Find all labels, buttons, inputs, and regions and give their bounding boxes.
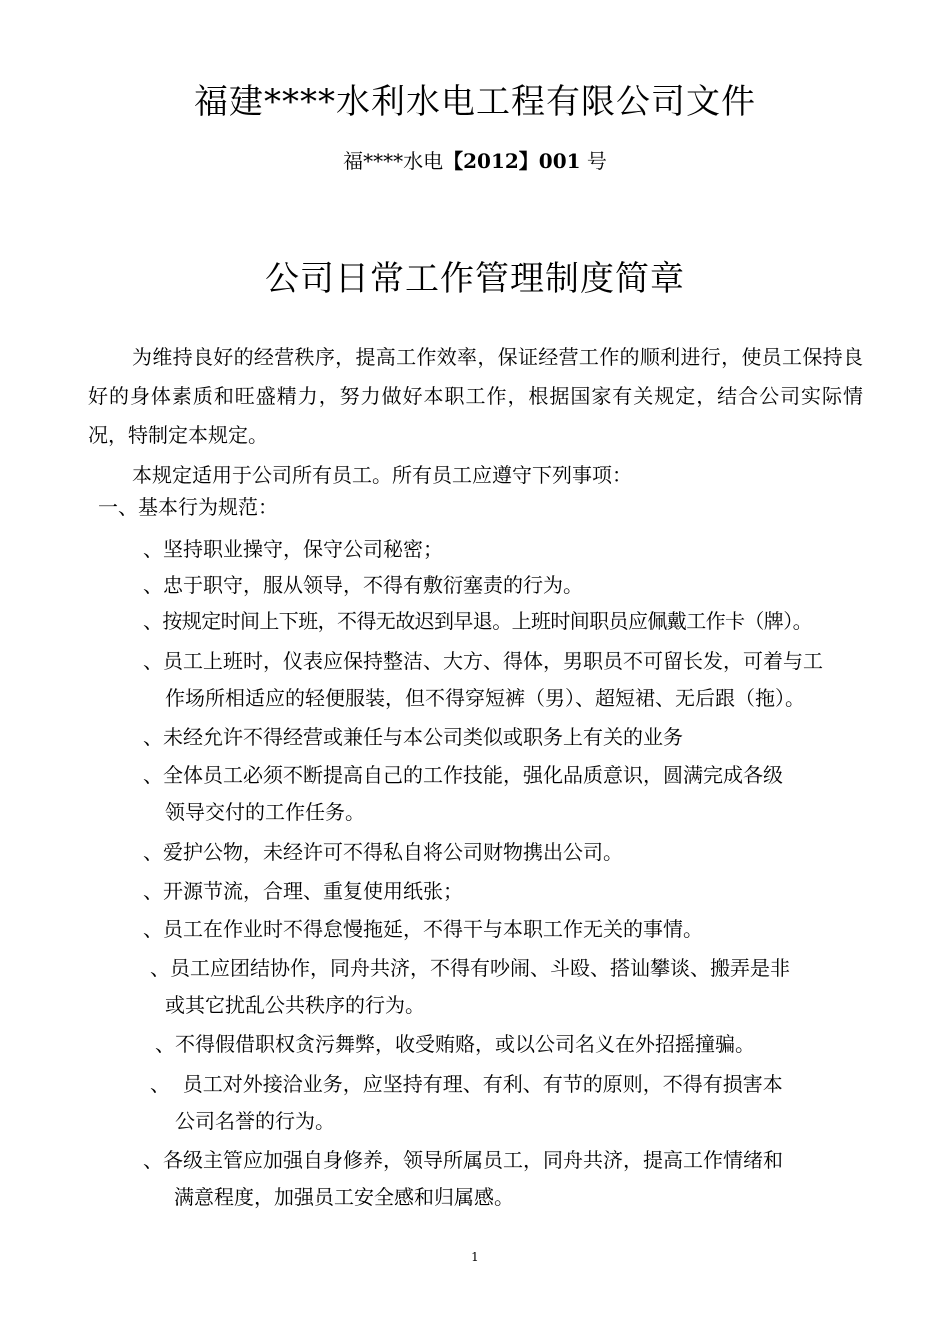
list-item — [143, 567, 583, 604]
list-item-text: 、员工应团结协作，同舟共济，不得有吵闹、斗殴、搭讪攀谈、搬弄是非 — [150, 956, 790, 980]
list-item-text: 、不得假借职权贪污舞弊，收受贿赂，或以公司名义在外招摇撞骗。 — [155, 1032, 755, 1056]
section-heading: 一、基本行为规范： — [98, 495, 278, 519]
list-item-text: 、爱护公物，未经许可不得私自将公司财物携出公司。 — [143, 840, 623, 864]
list-item — [143, 757, 783, 831]
list-item-text: 、各级主管应加强自身修养，领导所属员工，同舟共济，提高工作情绪和 — [143, 1148, 783, 1172]
list-item-text: 、 员工对外接洽业务，应坚持有理、有利、有节的原则，不得有损害本 — [150, 1072, 783, 1096]
list-item — [150, 950, 790, 1024]
list-item-continuation: 领导交付的工作任务。 — [165, 800, 365, 824]
list-item — [143, 911, 703, 948]
list-item-text: 、忠于职守，服从领导，不得有敷衍塞责的行为。 — [143, 573, 583, 597]
list-item-text: 、全体员工必须不断提高自己的工作技能，强化品质意识，圆满完成各级 — [143, 763, 783, 787]
list-item — [143, 834, 623, 871]
list-item-text: 、未经允许不得经营或兼任与本公司类似或职务上有关的业务 — [143, 725, 683, 749]
list-item-text: 、员工上班时，仪表应保持整洁、大方、得体，男职员不可留长发，可着与工 — [143, 649, 823, 673]
list-item-continuation: 或其它扰乱公共秩序的行为。 — [165, 993, 425, 1017]
page-number: 1 — [471, 1250, 479, 1264]
list-item-text: 、按规定时间上下班，不得无故迟到早退。上班时间职员应佩戴工作卡（牌）。 — [143, 609, 812, 633]
list-item-text: 、坚持职业操守，保守公司秘密； — [143, 537, 443, 561]
document-number-suffix: 号 — [580, 149, 607, 173]
regulation-title: 公司日常工作管理制度简章 — [265, 259, 685, 299]
intro-paragraph: 为维持良好的经营秩序，提高工作效率，保证经营工作的顺利进行，使员工保持良好的身体素质和旺盛精力，努力做好本职工作，根据国家有关规定，结合公司实际情况，特制定本规定。 — [88, 345, 863, 447]
list-item-text: 、员工在作业时不得怠慢拖延，不得干与本职工作无关的事情。 — [143, 917, 703, 941]
document-number-prefix: 福****水电 — [343, 149, 444, 173]
list-item — [155, 1026, 755, 1063]
document-header-title: 福建****水利水电工程有限公司文件 — [194, 82, 756, 122]
list-item — [143, 1142, 783, 1216]
list-item — [150, 1066, 783, 1140]
scope-paragraph: 本规定适用于公司所有员工。所有员工应遵守下列事项： — [132, 463, 632, 487]
document-number — [0, 145, 950, 174]
list-item — [143, 603, 812, 640]
list-item — [143, 873, 463, 910]
list-item — [143, 531, 443, 568]
document-number-year: 【2012】001 — [443, 149, 581, 173]
list-item-continuation: 公司名誉的行为。 — [175, 1109, 335, 1133]
list-item — [143, 719, 683, 756]
list-item — [143, 643, 823, 717]
list-item-text: 、开源节流，合理、重复使用纸张； — [143, 879, 463, 903]
list-item-continuation: 满意程度，加强员工安全感和归属感。 — [174, 1185, 514, 1209]
list-item-continuation: 作场所相适应的轻便服装，但不得穿短裤（男）、超短裙、无后跟（拖）。 — [165, 686, 805, 710]
